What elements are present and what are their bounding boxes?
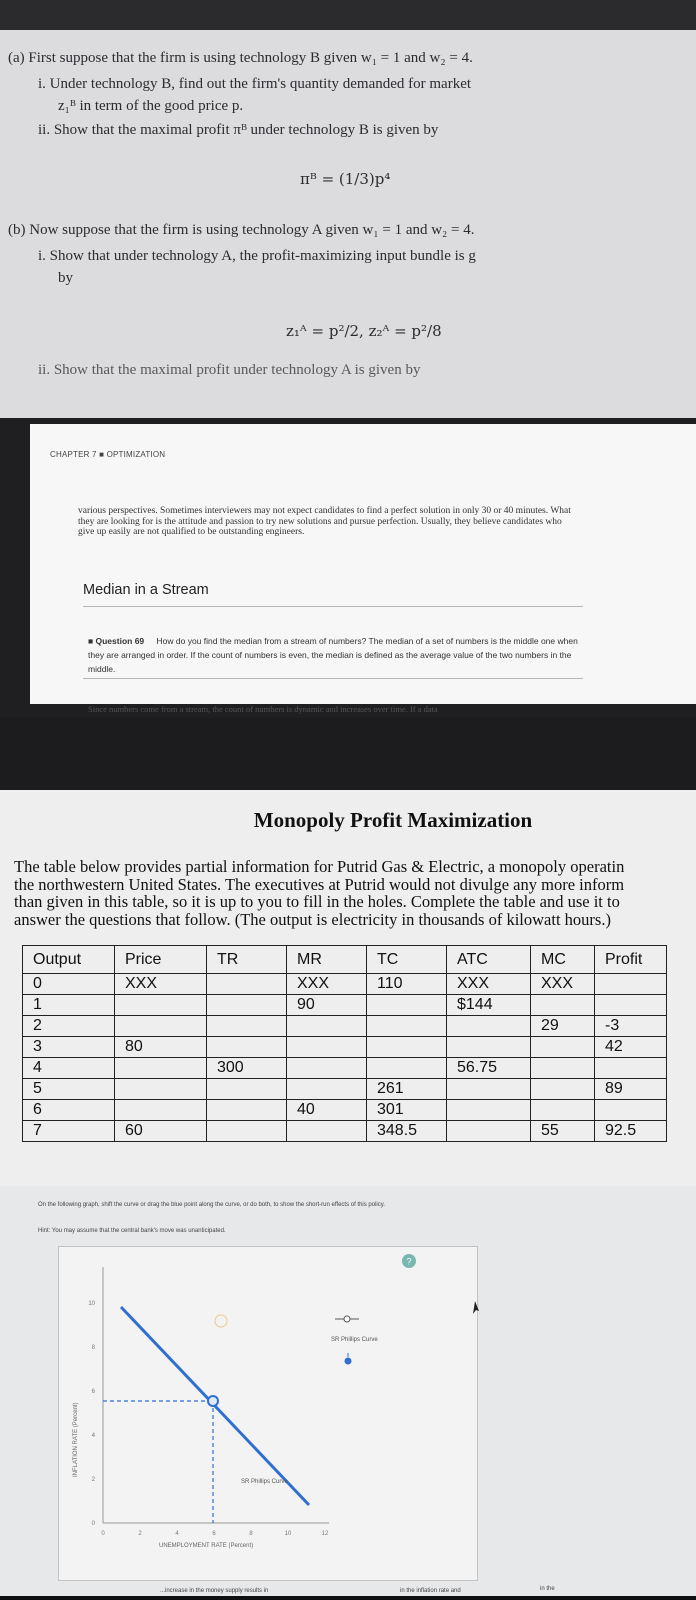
cell-price: [115, 1016, 207, 1037]
cell-mc: [531, 1079, 595, 1100]
cell-mc: [531, 1100, 595, 1121]
cell-output: 7: [23, 1121, 115, 1142]
y-tick-label: 8: [91, 1345, 95, 1351]
cell-mc: 29: [531, 1016, 595, 1037]
cut-off-line: Since numbers come from a stream, the count of numbers is dynamic and increases over time. If a data: [88, 704, 438, 714]
cell-mc: [531, 1058, 595, 1079]
cell-mr: XXX: [287, 974, 367, 995]
table-row: [23, 1121, 667, 1142]
cell-tr: [207, 1037, 287, 1058]
worksheet: [0, 790, 696, 1186]
y-tick-label: 0: [91, 1521, 95, 1527]
cell-mr: 90: [287, 995, 367, 1016]
curve-label: SR Phillips Curve: [241, 1479, 288, 1485]
cell-tr: [207, 1121, 287, 1142]
part-a-i-text: i. Under technology B, find out the firm's quantity demanded for market: [38, 76, 472, 92]
x-tick-label: 12: [321, 1531, 329, 1537]
cell-tc: 348.5: [367, 1121, 447, 1142]
problem-sheet: [0, 30, 696, 418]
book-page: [30, 424, 696, 714]
cell-atc: 56.75: [447, 1058, 531, 1079]
question-label: ■ Question 69: [88, 636, 145, 646]
part-b-ii-text: ii. Show that the maximal profit under technology A is given by: [38, 362, 421, 378]
x-tick-label: 2: [138, 1531, 142, 1537]
table-row: [23, 1016, 667, 1037]
y-tick-label: 4: [91, 1433, 95, 1439]
bottom-text-1: ...increase in the money supply results in: [160, 1588, 269, 1594]
cell-mr: [287, 1016, 367, 1037]
cell-mr: [287, 1079, 367, 1100]
cell-output: 5: [23, 1079, 115, 1100]
cell-tr: [207, 1100, 287, 1121]
col-header-atc: ATC: [447, 946, 531, 974]
question-text: How do you find the median from a stream of numbers? The median of a set of numbers is the middle one when they are arranged in order. If the count of numbers is even, the median is defined as the average value of the two numbers in the middle.: [88, 636, 578, 674]
cell-profit: 92.5: [595, 1121, 667, 1142]
intro-line: the northwestern United States. The executives at Putrid would not divulge any more inform: [14, 874, 625, 894]
axis-ticks: [88, 1301, 329, 1537]
legend-marker: [344, 1316, 350, 1322]
profit-b-equation: πᴮ = (1/3)p⁴: [300, 170, 391, 188]
x-tick-label: 6: [212, 1531, 216, 1537]
cell-atc: [447, 1079, 531, 1100]
part-a-ii-text: ii. Show that the maximal profit πᴮ under technology B is given by: [38, 122, 439, 138]
col-header-tr: TR: [207, 946, 287, 974]
cell-mr: 40: [287, 1100, 367, 1121]
cell-profit: 42: [595, 1037, 667, 1058]
y-tick-label: 6: [91, 1389, 95, 1395]
cell-tc: 110: [367, 974, 447, 995]
table-row: [23, 1058, 667, 1079]
part-b-i-text: i. Show that under technology A, the profit-maximizing input bundle is g: [38, 248, 476, 264]
worksheet-title: Monopoly Profit Maximization: [253, 808, 533, 832]
cell-profit: [595, 995, 667, 1016]
cell-output: 6: [23, 1100, 115, 1121]
part-a-i-cont: z₁ᴮ in term of the good price p.: [58, 98, 244, 114]
cell-tc: [367, 1037, 447, 1058]
monopoly-worksheet-photo: [0, 718, 696, 1186]
intro-paragraph: various perspectives. Sometimes interviewers may not expect candidates to find a perfect solution in only 30 or 40 minutes. What they are looking for is the attitude and passion to try new solutions and pursue perfection. Usually, they believe candidates who give up easily are not qualified to be outstanding engineers.: [78, 506, 571, 537]
intro-line: The table below provides partial information for Putrid Gas & Electric, a monopoly operatin: [14, 857, 625, 876]
cell-tc: [367, 1016, 447, 1037]
bottom-text-2: in the inflation rate and: [400, 1588, 461, 1594]
cell-profit: [595, 1058, 667, 1079]
equilibrium-point[interactable]: [208, 1396, 218, 1406]
cell-tr: [207, 974, 287, 995]
table-row: [23, 1100, 667, 1121]
cell-tr: 300: [207, 1058, 287, 1079]
table-body: [23, 974, 667, 1142]
worksheet-intro: [14, 858, 696, 928]
cell-mr: [287, 1037, 367, 1058]
economics-problem-photo: [0, 0, 696, 418]
cell-mr: [287, 1058, 367, 1079]
help-icon-glyph: ?: [406, 1256, 412, 1267]
cell-profit: [595, 1100, 667, 1121]
cell-price: [115, 1100, 207, 1121]
cell-output: 3: [23, 1037, 115, 1058]
cell-output: 0: [23, 974, 115, 995]
col-header-profit: Profit: [595, 946, 667, 974]
bottom-text-3: in the: [540, 1586, 555, 1592]
x-axis-label: UNEMPLOYMENT RATE (Percent): [159, 1543, 254, 1549]
cell-mc: [531, 995, 595, 1016]
part-b-i-cont: by: [58, 270, 73, 286]
col-header-output: Output: [23, 946, 115, 974]
intro-line: answer the questions that follow. (The output is electricity in thousands of kilowatt hours.): [14, 909, 611, 929]
col-header-price: Price: [115, 946, 207, 974]
cell-tr: [207, 1079, 287, 1100]
cell-atc: [447, 1121, 531, 1142]
col-header-mc: MC: [531, 946, 595, 974]
table-row: [23, 995, 667, 1016]
cell-mc: 55: [531, 1121, 595, 1142]
cell-price: 60: [115, 1121, 207, 1142]
part-a-text: (a) First suppose that the firm is using technology B given w₁ = 1 and w₂ = 4.: [8, 50, 473, 66]
x-tick-label: 0: [101, 1531, 105, 1537]
cell-tr: [207, 995, 287, 1016]
cell-atc: [447, 1016, 531, 1037]
table-row: [23, 974, 667, 995]
cell-mc: XXX: [531, 974, 595, 995]
chapter-header: CHAPTER 7 ■ OPTIMIZATION: [50, 450, 166, 459]
cell-profit: [595, 974, 667, 995]
legend-point-tool[interactable]: [345, 1358, 352, 1365]
graph-instruction: On the following graph, shift the curve or drag the blue point along the curve, or do both, to show the short-run effects of this policy.: [38, 1202, 385, 1208]
cell-price: [115, 1079, 207, 1100]
cell-price: 80: [115, 1037, 207, 1058]
cell-mc: [531, 1037, 595, 1058]
cell-atc: $144: [447, 995, 531, 1016]
phillips-curve-photo: [0, 1186, 696, 1600]
cell-tc: [367, 995, 447, 1016]
col-header-tc: TC: [367, 946, 447, 974]
book-page-photo: [0, 418, 696, 718]
part-b-text: (b) Now suppose that the firm is using technology A given w₁ = 1 and w₂ = 4.: [8, 222, 475, 238]
table-header-row: [23, 946, 667, 974]
graph-frame: [58, 1246, 478, 1581]
heading-rule: [83, 606, 583, 607]
col-header-mr: MR: [287, 946, 367, 974]
graph-hint: Hint: You may assume that the central bank's move was unanticipated.: [38, 1228, 226, 1234]
graph-sheet: [0, 1186, 696, 1596]
cell-tr: [207, 1016, 287, 1037]
drag-marker: [215, 1315, 227, 1327]
cell-output: 4: [23, 1058, 115, 1079]
y-tick-label: 10: [88, 1301, 95, 1307]
phillips-graph: [59, 1247, 479, 1582]
monopoly-table: [22, 945, 667, 1142]
cell-price: [115, 1058, 207, 1079]
cell-atc: XXX: [447, 974, 531, 995]
intro-line: than given in this table, so it is up to you to fill in the holes. Complete the table and use it to: [14, 892, 620, 911]
cell-tc: 301: [367, 1100, 447, 1121]
legend-label: SR Phillips Curve: [331, 1337, 378, 1343]
cell-profit: 89: [595, 1079, 667, 1100]
cell-atc: [447, 1037, 531, 1058]
cell-mr: [287, 1121, 367, 1142]
y-axis-label: INFLATION RATE (Percent): [73, 1402, 79, 1477]
y-tick-label: 2: [91, 1477, 95, 1483]
cursor-icon: [473, 1301, 479, 1314]
cell-tc: [367, 1058, 447, 1079]
table-row: [23, 1037, 667, 1058]
x-tick-label: 4: [175, 1531, 179, 1537]
cell-tc: 261: [367, 1079, 447, 1100]
input-bundle-equation: z₁ᴬ = p²/2, z₂ᴬ = p²/8: [286, 322, 442, 340]
cell-atc: [447, 1100, 531, 1121]
table-row: [23, 1079, 667, 1100]
cell-output: 1: [23, 995, 115, 1016]
section-heading: Median in a Stream: [83, 582, 209, 598]
cell-price: [115, 995, 207, 1016]
question-rule: [83, 678, 583, 679]
cell-output: 2: [23, 1016, 115, 1037]
question-block: [88, 634, 588, 676]
x-tick-label: 10: [284, 1531, 292, 1537]
x-tick-label: 8: [249, 1531, 253, 1537]
cell-price: XXX: [115, 974, 207, 995]
cell-profit: -3: [595, 1016, 667, 1037]
